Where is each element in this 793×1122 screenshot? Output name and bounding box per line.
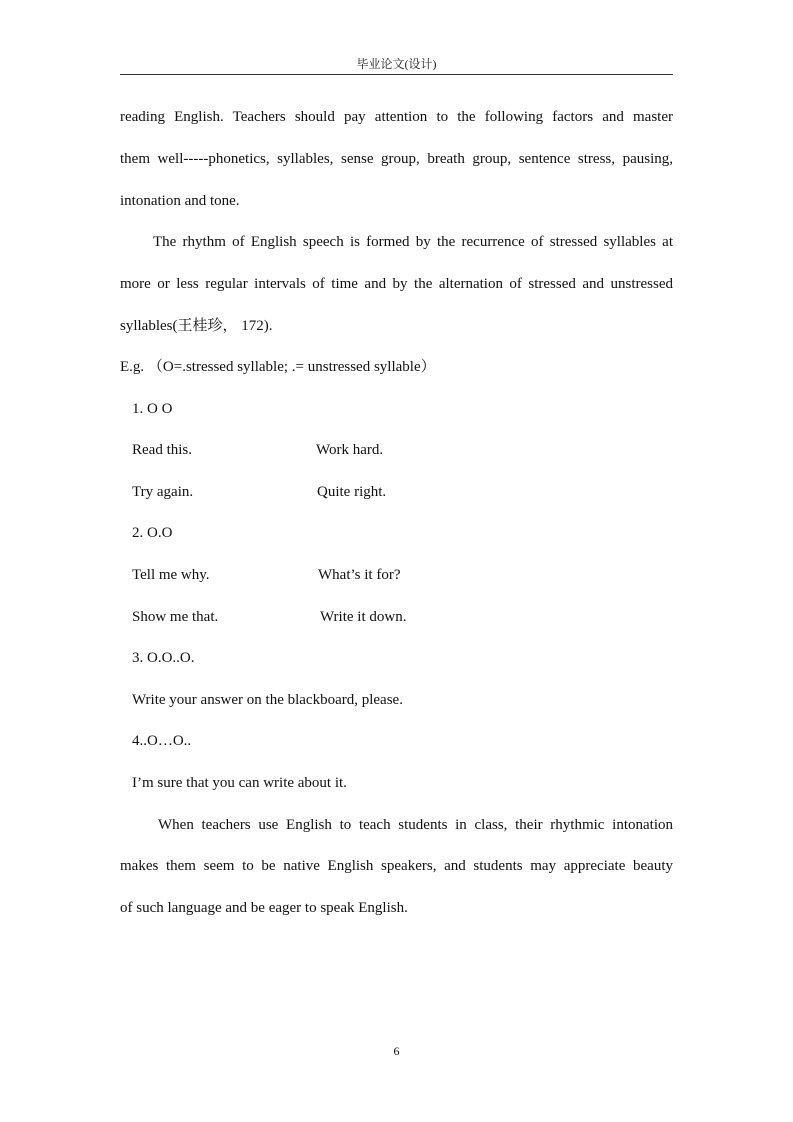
pattern-1-example-4: Quite right. <box>317 484 387 500</box>
paragraph-2-line-1: The rhythm of English speech is formed by the recurrence of stressed syllables at <box>153 234 673 250</box>
pattern-3-label: 3. O.O..O. <box>132 650 195 666</box>
paragraph-3-line-3: of such language and be eager to speak English. <box>120 900 408 916</box>
pattern-2-example-3: Show me that. <box>132 609 219 625</box>
pattern-1-label: 1. O O <box>132 401 173 417</box>
pattern-2-label: 2. O.O <box>132 525 173 541</box>
pattern-2-example-1: Tell me why. <box>132 567 210 583</box>
pattern-1-example-1: Read this. <box>132 442 192 458</box>
running-header: 毕业论文(设计) <box>356 57 437 71</box>
paragraph-3-line-1: When teachers use English to teach students in class, their rhythmic intonation <box>158 817 673 833</box>
pattern-2-example-2: What’s it for? <box>318 567 401 583</box>
example-legend: E.g. （O=.stressed syllable; .= unstressed syllable） <box>120 359 436 375</box>
paragraph-1-line-2: them well-----phonetics, syllables, sense group, breath group, sentence stress, pausing, <box>120 151 673 167</box>
pattern-3-example: Write your answer on the blackboard, please. <box>132 692 403 708</box>
pattern-1-example-2: Work hard. <box>316 442 384 458</box>
pattern-4-example: I’m sure that you can write about it. <box>132 775 347 791</box>
paragraph-1-line-3: intonation and tone. <box>120 193 240 209</box>
paragraph-2-line-3: syllables(王桂珍， 172). <box>120 318 273 334</box>
page-number: 6 <box>393 1044 400 1058</box>
header-rule <box>120 74 673 75</box>
paragraph-3-line-2: makes them seem to be native English speakers, and students may appreciate beauty <box>120 858 673 874</box>
pattern-2-example-4: Write it down. <box>320 609 407 625</box>
paragraph-1-line-1: reading English. Teachers should pay attention to the following factors and master <box>120 109 673 125</box>
paragraph-2-line-2: more or less regular intervals of time and by the alternation of stressed and unstressed <box>120 276 673 292</box>
pattern-4-label: 4..O…O.. <box>132 733 192 749</box>
pattern-1-example-3: Try again. <box>132 484 194 500</box>
